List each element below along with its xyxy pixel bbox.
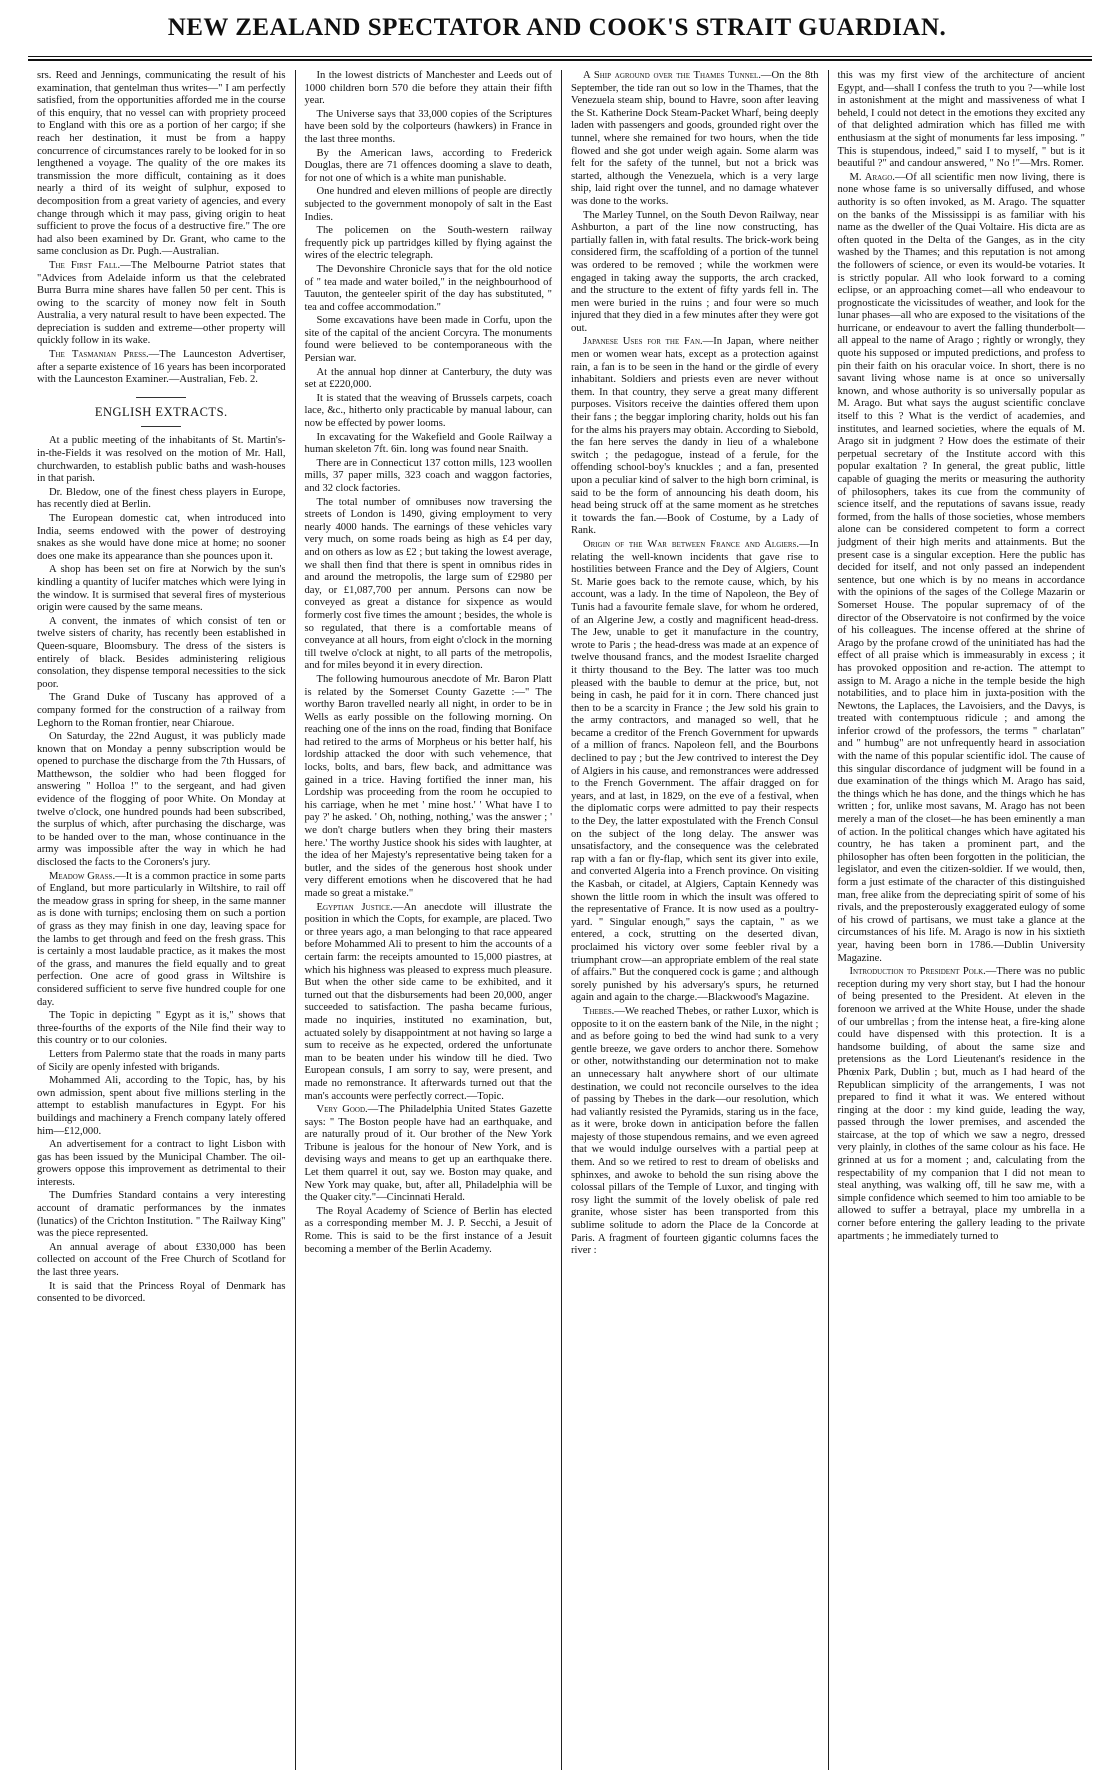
article-text: The Philadelphia United States Gazette says: " The Boston people have had an earthquake, and are naturally proud of it. Our brother of the New York Tribune is jealous for the honour of New York, and is devising ways and means to get up an earthquake there. Let them quarrel it out, say we. Boston may quake, and New York may quake, but, after all, Philadelphia will be the Quaker city."—Cincinnati Herald. <box>304 1104 552 1204</box>
article-text: In excavating for the Wakefield and Goole Railway a human skeleton 7ft. 6in. long was found near Snaith. <box>304 431 552 456</box>
article-headline: Origin of the War between France and Algiers.— <box>583 538 810 550</box>
article-paragraph <box>37 871 286 1010</box>
article-text: In Japan, where neither men or women wear hats, except as a protection against rain, a fan is to be seen in the hand or the girdle of every inhabitant. Soldiers and priests even are never without them. In that country, they serve a great many different purposes. Visitors receive the dainties offered them upon their fans ; the beggar imploring charity, holds out his fan for the alms his prayers may obtain. According to Siebold, the fan here serves the dandy in lieu of a whalebone switch ; the pedagogue, instead of a ferule, for the offending school-boy's knuckles ; and a fan, presented upon a peculiar kind of salver to the high born criminal, is said to be the form of announcing his death doom, his head being struck off at the same moment as he stretches it towards the fan.—Book of Costume, by a Lady of Rank. <box>571 336 819 537</box>
article-paragraph <box>571 1006 819 1258</box>
article-text: An advertisement for a contract to light Lisbon with gas has been issued by the Municipal Chamber. The oil-growers oppose this improvement as detrimental to their interests. <box>37 1139 286 1188</box>
article-text: It is stated that the weaving of Brussels carpets, coach lace, &c., hitherto only practicable by manual labour, can now be effected by power looms. <box>304 392 552 430</box>
article-paragraph <box>838 172 1086 965</box>
article-text: In the lowest districts of Manchester and Leeds out of 1000 children born 570 die before they attain their fifth year. <box>304 70 552 107</box>
article-paragraph <box>37 1190 286 1240</box>
article-text: By the American laws, according to Frederick Douglas, there are 71 offences dooming a slave to death, for not one of which is a white man punishable. <box>304 147 552 184</box>
article-text: There was no public reception during my very short stay, but I had the honour of being presented to the President. At eleven in the forenoon we arrived at the White House, under the shade of our umbrellas ; from the intense heat, a fire-king alone could have dispensed with this protection. It is a handsome building, of about the same size and pretensions as the Lord Lieutenant's residence in the Phœnix Park, Dublin ; but, much as I had heard of the Republican simplicity of the arrangements, I was not prepared to find it what it was. We entered without ringing at the door : my kind guide, leading the way, passed through the lower premises, and ascended the staircase, at the top of which we saw a negro, dressed very plainly, in clothes of the same colour as his face. He grinned at us for a moment ; and, calculating from the respectability of my companion that I did not mean to steal anything, was walking off, till he saw me, with a simple confidence which seemed to him too amiable to be allowed to suffer a betrayal, place my umbrella in a corner before entering the gallery leading to the private apartments ; he immediately turned to <box>837 966 1085 1242</box>
article-text: srs. Reed and Jennings, communicating the result of his examination, that gentelman thus writes—" I am perfectly satisfied, from the opportunities afforded me in the course of this enquiry, that no vessel can with propriety proceed to England with this ore as a portion of her cargo; if she reach her destination, it must be from a happy concurrence of circumstances rarely to be looked for in so lengthened a voyage. The quality of the ore makes its transmission the more difficult, containing as it does nearly a third of its weight of sulphur, exposed to decomposition from a great variety of agencies, and every change through which it may pass, giving origin to heat sufficient to prove the focus of a destructive fire." The ore had also been examined by Dr. Grant, who came to the same conclusion as Dr. Pugh.—Australian. <box>37 70 286 258</box>
article-text: On Saturday, the 22nd August, it was publicly made known that on Monday a penny subscription would be opened to purchase the discharge from the 7th Hussars, of Matthewson, the soldier who had been flogged for answering " Holloa !" to the sergeant, and had given evidence of the flogging of poor White. On Monday at twelve o'clock, one hundred pounds had been subscribed, the surplus of which, after purchasing the discharge, was to be handed over to the man, whose continuance in the army was impossible after the way in which he had disclosed the facts to the Coroners's jury. <box>37 731 286 869</box>
article-paragraph <box>305 902 553 1104</box>
article-paragraph <box>305 1206 553 1256</box>
article-paragraph <box>37 260 286 348</box>
article-text: One hundred and eleven millions of people are directly subjected to the government monopoly of salt in the East Indies. <box>304 186 552 223</box>
article-text: The Dumfries Standard contains a very interesting account of dramatic performances by the inmates (lunatics) of the Crichton Institution. " The Railway King" was the piece represented. <box>37 1190 286 1240</box>
article-paragraph <box>305 148 553 186</box>
article-text: Mohammed Ali, according to the Topic, has, by his own admission, spent about five millions sterling in the attempt to establish manufactures in Egypt. For his buildings and machinery a French company lately offered him—£12,000. <box>37 1075 286 1137</box>
section-heading: ENGLISH EXTRACTS. <box>37 397 286 428</box>
article-paragraph <box>37 1075 286 1138</box>
article-paragraph <box>305 1104 553 1205</box>
article-text: The Grand Duke of Tuscany has approved of a company formed for the construction of a railway from Leghorn to the Roman frontier, near Chiaroue. <box>37 692 286 729</box>
article-paragraph <box>37 513 286 563</box>
article-text: Of all scientific men now living, there is none whose fame is so universally diffused, and whose authority is so often invoked, as M. Arago. The squatter on the banks of the Mississippi is as familiar with his name as the dweller of the Quai Voltaire. His dicta are as often quoted in the Delta of the Ganges, as in the city washed by the Thames; and this reputation is not among the followers of science, or even its would-be votaries. It is strictly popular. All who look forward to a coming eclipse, or an approaching comet—all who endeavour to prognosticate the vicissitudes of weather, and look for the lunar phases—all who are exposed to the visitations of the hurricane, or endeavour to avert the falling thunderbolt—all appeal to the name of Arago ; rightly or wrongly, they quote his supposed or imputed predictions, and profess to pin their faith on his oracular voice. In short, there is no savant living whose name is at once so universally known, and whose authority is so universally popular as M. Arago. But what says the august scientific conclave itself to this ? What is the verdict of academies, and institutes, and learned societies, where the equals of M. Arago sit in judgment ? How does the estimate of their perpetual secretary of the Institute accord with this popular exaltation ? In general, the great public, little capable of guaging the merits or measuring the authority of philosophers, takes its cue from the community of science itself, and the reputations of savans issue, ready formed, from the halls of those societies, whose members alone can be considered competent to form a correct judgment of their high merits and attainments. But the present case is a singular exception. Here the public has decided for itself, and not only passed an independent sentence, but one which is by no means in accordance with the opinions of the sages of the College Mazarin or Somerset House. The popular supremacy of of the director of the Observatoire is not confirmed by the voice of his colleagues. The incense offered at the shrine of Arago by the profane crowd of the uninitiated has had the effect of all praise which is immeasurably in excess ; it has provoked opposition and re-action. The attempt to assign to M. Arago a niche in the temple beside the high notabilities, and to place him in juxta-position with the Newtons, the Laplaces, the Lavoisiers, and the Davys, is treated with contemptuous ridicule ; and among the inferior crowd of the professors, the terms " charlatan" and " humbug" are not unfrequently heard in association with the name of this popular scientific idol. The cause of this singular discordance of judgment will be found in a due examination of the things which M. Arago has said, the things which he has done, and the things which he has written ; for, unlike most savans, M. Arago has not been merely a man of the closet—he has been eminently a man of action. In the political changes which have agitated his country, he has taken a prominent part, and the philosopher has often been forgotten in the politician, the legislator, and even the citizen-soldier. If we would, then, form a just estimate of the character of this distinguished man, free alike from the depreciating spirit of some of his rivals, and the preposterously exaggerated eulogy of some of his crowd of partisans, we must take a glance at the circumstances of his life. M. Arago is now in his sixtieth year, having been born in 1786.—Dublin University Magazine. <box>837 171 1085 964</box>
article-paragraph <box>37 616 286 692</box>
article-text: In relating the well-known incidents that gave rise to hostilities between France and the Dey of Algiers, Count St. Marie goes back to the remote cause, which, by his account, was a lady. In the time of Napoleon, the Bey of Tunis had a favourite female slave, for whom he ordered, of an Algerine Jew, a costly and magnificent head-dress. The Jew, unable to get it manufacture in the country, wrote to Paris ; the head-dress was made at an expence of twelve thousand francs, and the modest Israelite charged it thirty thousand to the Bey. The latter was too much pleased with the bauble to demur at the price, but, not being in cash, he paid for it in corn. There chanced just then to be a scarcity in France ; the Jew sold his grain to the army contractors, and managed so well, that he became a creditor of the French Government for upwards of a million of francs. Napoleon fell, and the Bourbons declined to pay ; but the Jew contrived to interest the Dey of Algiers in his cause, and remonstrances were addressed to the French Government. The affair dragged on for years, and at last, in 1829, on the eve of a festival, when the diplomatic corps were admitted to pay their respects to the Dey, the latter expostulated with the French Consul on the subject of the long delay. The answer was unsatisfactory, and the consequence was the celebrated rap with a fan or fly-flap, which sent its giver into exile, and converted Algeria into a French province. On visiting the Kasbah, or citadel, at Algiers, Captain Kennedy was shown the little room in which the insult was offered to the representative of France. It is now used as a poultry-yard. " Singular enough," says the captain, " as we entered, a cock, strutting on the deserted divan, proclaimed his victory over some feebler rival by a triumphant crow—an appropriate emblem of the real state of affairs." But the conquered cock is game ; and although sorely punished by his adversary's spurs, he returned again and again to the charge.—Blackwood's Magazine. <box>571 538 819 1004</box>
article-text: The Marley Tunnel, on the South Devon Railway, near Ashburton, a part of the line now constructing, has partially fallen in, with fatal results. The brick-work being considered firm, the scaffolding of a portion of the tunnel was ordered to be removed ; while the workmen were engaged in taking away the supports, the arch cracked, and the structure to the extent of fifty yards fell in. The men were buried in the ruins ; and four were so much injured that they died in a few minutes after they were got out. <box>571 209 819 334</box>
article-paragraph <box>37 1242 286 1280</box>
article-text: Dr. Bledow, one of the finest chess players in Europe, has recently died at Berlin. <box>37 486 286 511</box>
article-headline: Egyptian Justice.— <box>316 901 404 913</box>
article-text: We reached Thebes, or rather Luxor, which is opposite to it on the eastern bank of the Nile, in the night ; and as before going to bed the wind had sunk to a very gentle breeze, we gave orders to anchor there. Somehow or other, notwithstanding our determination not to make an unnecessary halt anywhere short of our ultimate destination, we could not reconcile ourselves to the idea of passing by Thebes in the dark—our resolution, which had valiantly resisted the Pyramids, staring us in the face, as it were, broke down in anticipation before the fallen majesty of those stupendous remains, and we even agreed that we would indulge ourselves with a partial peep at them. And so we retired to rest to dream of obelisks and sphinxes, and awoke to behold the sun rising above the colossal pillars of the Temple of Luxor, and tinging with rosy light the summit of the lovely obelisk of pale red granite, whose sister has been transported from this sublime solitude to adorn the Place de la Concorde at Paris. A fragment of fourteen gigantic columns faces the river : <box>571 1005 819 1257</box>
article-paragraph <box>37 1010 286 1048</box>
article-text: A convent, the inmates of which consist of ten or twelve sisters of charity, has recently been established in Queen-square, Bloomsbury. The dress of the sisters is entirely of black. Besides administering religious consolation, they dispense temporal necessities to the sick poor. <box>37 615 286 690</box>
article-paragraph <box>37 692 286 730</box>
article-text: It is said that the Princess Royal of Denmark has consented to be divorced. <box>37 1280 286 1305</box>
article-text: At a public meeting of the inhabitants of St. Martin's-in-the-Fields it was resolved on the motion of Mr. Hall, churchwarden, to establish public baths and wash-houses in that parish. <box>37 435 286 485</box>
article-text: The Melbourne Patriot states that "Advices from Adelaide inform us that the celebrated Burra Burra mine shares have fallen 50 per cent. This is owing to the scarcity of money now felt in South Australia, a very natural result to have been expected. The depreciation is sudden and extreme—other property will quickly follow in its wake. <box>37 259 286 347</box>
newspaper-title: NEW ZEALAND SPECTATOR AND COOK'S STRAIT GUARDIAN. <box>167 14 947 41</box>
article-text: On the 8th September, the tide ran out so low in the Thames, that the Venezuela steam ship, bound to Havre, soon after leaving the St. Katherine Dock Steam-Packet Wharf, being deeply laden with passengers and goods, grounded right over the tunnel, where she remained for two hours, when the tide flowed and she got under weigh again. Some alarm was felt for the safety of the tunnel, but not a brick was started, although the Venezuela, which is a very large ship, laid right over the tunnel, and no damage whatever was done to the works. <box>571 70 819 207</box>
article-paragraph <box>305 109 553 147</box>
article-text: The European domestic cat, when introduced into India, seems endowed with the power of destroying snakes as she would have done mice at home; no sooner does one make its appearance than she pounces upon it. <box>37 513 286 562</box>
article-paragraph <box>305 315 553 365</box>
article-paragraph <box>305 70 553 108</box>
columns <box>28 70 1094 1770</box>
article-paragraph <box>305 497 553 673</box>
article-paragraph <box>305 393 553 431</box>
article-headline: Introduction to President Polk.— <box>849 966 997 978</box>
article-paragraph <box>305 458 553 496</box>
article-paragraph <box>37 1139 286 1189</box>
article-headline: The Tasmanian Press.— <box>49 349 160 361</box>
article-headline: Meadow Grass.— <box>49 870 126 882</box>
article-paragraph <box>37 487 286 512</box>
article-headline: Japanese Uses for the Fan.— <box>583 336 714 348</box>
article-text: The Devonshire Chronicle says that for the old notice of " tea made and water boiled," in the neighbourhood of Tauuton, the genteeler spirit of the day has substituted, " tea and coffee accommodation." <box>304 263 552 313</box>
article-paragraph <box>37 1281 286 1306</box>
article-paragraph <box>37 564 286 614</box>
article-paragraph <box>37 70 286 259</box>
article-paragraph <box>305 432 553 457</box>
article-paragraph <box>37 731 286 870</box>
article-paragraph <box>571 70 819 209</box>
article-text: this was my first view of the architecture of ancient Egypt, and—shall I confess the truth to you ?—while lost in astonishment at the might and massiveness of what I beheld, I could not detect in the emotions they excited any of that delighted admiration which has filled me with enthusiasm at the sight of monuments far less imposing. " This is stupendous, indeed," said I to myself, " but is it beautiful ?" and candour answered, " No !"—Mrs. Romer. <box>837 70 1085 170</box>
article-paragraph <box>305 367 553 392</box>
masthead-rule-thick <box>28 59 1092 61</box>
article-paragraph <box>571 336 819 538</box>
article-text: The Launceston Advertiser, after a separte existence of 16 years has been incorporated with the Launceston Examiner.—Australian, Feb. 2. <box>37 349 286 386</box>
column-3 <box>561 70 828 1770</box>
article-paragraph <box>571 210 819 336</box>
column-2 <box>295 70 562 1770</box>
article-headline: Thebes.— <box>583 1005 625 1017</box>
article-paragraph <box>838 966 1086 1243</box>
article-text: A shop has been set on fire at Norwich by the sun's kindling a quantity of lucifer matches which were lying in the window. It is surmised that several fires of mysterious origin were caused by the same means. <box>37 564 286 614</box>
article-text: At the annual hop dinner at Canterbury, the duty was set at £220,000. <box>304 366 552 391</box>
article-paragraph <box>37 349 286 387</box>
article-text: Letters from Palermo state that the roads in many parts of Sicily are openly infested with brigands. <box>37 1048 286 1073</box>
masthead-rule <box>28 56 1092 57</box>
article-text: The total number of omnibuses now traversing the streets of London is 1490, giving employment to very nearly 4000 hands. The earnings of these vehicles vary very much, on some roads being as high as £4 per day, and on others as low as £2 ; but taking the lowest average, we shall then find that there is spent in omnibus rides in and around the metropolis, the large sum of £2980 per day, or £1,087,700 per annum. Persons can now be conveyed as great a distance for sixpence as would formerly cost five times the amount ; besides, the whole is so regulated, that there is a comfortable means of conveyance at all hours, from eight o'clock in the morning till twelve o'clock at night, to all parts of the metropolis, and for miles beyond it in every direction. <box>304 496 552 672</box>
article-headline: The First Fall.— <box>49 259 131 271</box>
article-text: The Royal Academy of Science of Berlin has elected as a corresponding member M. J. P. Secchi, a Jesuit of Rome. This is said to be the first instance of a Jesuit becoming a member of the Berlin Academy. <box>304 1205 552 1255</box>
article-paragraph <box>305 186 553 224</box>
article-headline: A Ship aground over the Thames Tunnel.— <box>583 70 772 81</box>
article-paragraph <box>305 225 553 263</box>
article-text: The Universe says that 33,000 copies of the Scriptures have been sold by the colporteurs (hawkers) in France in the last three months. <box>304 108 552 145</box>
article-text: An anecdote will illustrate the position in which the Copts, for example, are placed. Two or three years ago, a man belonging to that race appeared before Mohammed Ali to present to him the accounts of a certain farm: the receipts amounted to 15,000 piastres, at which his highness was pleased to express much pleasure. But when the other side came to be exhibited, and it turned out that the disbursements had been 20,000, anger succeeded to satisfaction. The pasha became furious, made no inquiries, instituted no examination, but, actuated solely by disappointment at not having so large a sum to receive as he expected, ordered the unfortunate man to be beaten under his window till he died. Two European consuls, I am sorry to say, were present, and made no remonstrance. It afterwards turned out that the man's accounts were perfectly correct.—Topic. <box>304 901 552 1102</box>
article-headline: Very Good.— <box>316 1104 379 1116</box>
article-text: It is a common practice in some parts of England, but more particularly in Wiltshire, to rail off the meadow grass in spring for sheep, in the same manner as is done with turnips; enclosing them on such a portion of grass as they may finish in one day, leaving space for the lambs to get through and feed on the fresh grass. This is certainly a most laudable practice, as it makes the most of the grass, and manures the field equally and to great perfection. One acre of good grass in Wiltshire is considered sufficient to serve five hundred couple for one day. <box>37 870 286 1008</box>
article-text: There are in Connecticut 137 cotton mills, 123 woollen mills, 37 paper mills, 323 coach and waggon factories, and 32 clock factories. <box>304 457 552 494</box>
article-text: An annual average of about £330,000 has been collected on account of the Free Church of Scotland for the last three years. <box>37 1241 286 1279</box>
masthead <box>0 14 1114 42</box>
article-text: The Topic in depicting " Egypt as it is," shows that three-fourths of the exports of the Nile find their way to this country or to our colonies. <box>37 1010 286 1047</box>
article-paragraph <box>305 264 553 314</box>
article-paragraph <box>571 539 819 1005</box>
column-4 <box>828 70 1095 1770</box>
column-1 <box>28 70 295 1770</box>
article-paragraph <box>838 70 1086 171</box>
article-text: The following humourous anecdote of Mr. Baron Platt is related by the Somerset County Gazette :—" The worthy Baron travelled nearly all night, in order to be in Wells as early possible on the following morning. On reaching one of the inns on the road, finding that Boniface had retired to the arms of Morpheus or his better half, his lordship attacked the door with such vehemence, that locks, bolts, and bars, flew back, and admittance was gained in a trice. Having fortified the inner man, his Lordship was proceeding from the room he occupied to his carriage, when he met ' mine host.' ' What have I to pay ?' he asked. ' Oh, nothing, nothing,' was the answer ; ' we don't charge butlers when they bring their masters here.' The worthy Justice shook his sides with laughter, at the idea of her Majesty's representative being taken for a butler, and the sides of the generous host shook under very different emotions when he discovered that he had made so great a mistake." <box>304 673 552 899</box>
article-headline: M. Arago.— <box>849 171 906 183</box>
article-paragraph <box>37 435 286 485</box>
article-paragraph <box>305 674 553 901</box>
article-text: The policemen on the South-western railway frequently pick up partridges killed by flying against the wires of the electric telegraph. <box>304 225 552 262</box>
article-paragraph <box>37 1049 286 1074</box>
article-text: Some excavations have been made in Corfu, upon the site of the capital of the ancient Corcyra. The monuments found were believed to be contemporaneous with the Persian war. <box>304 315 552 365</box>
